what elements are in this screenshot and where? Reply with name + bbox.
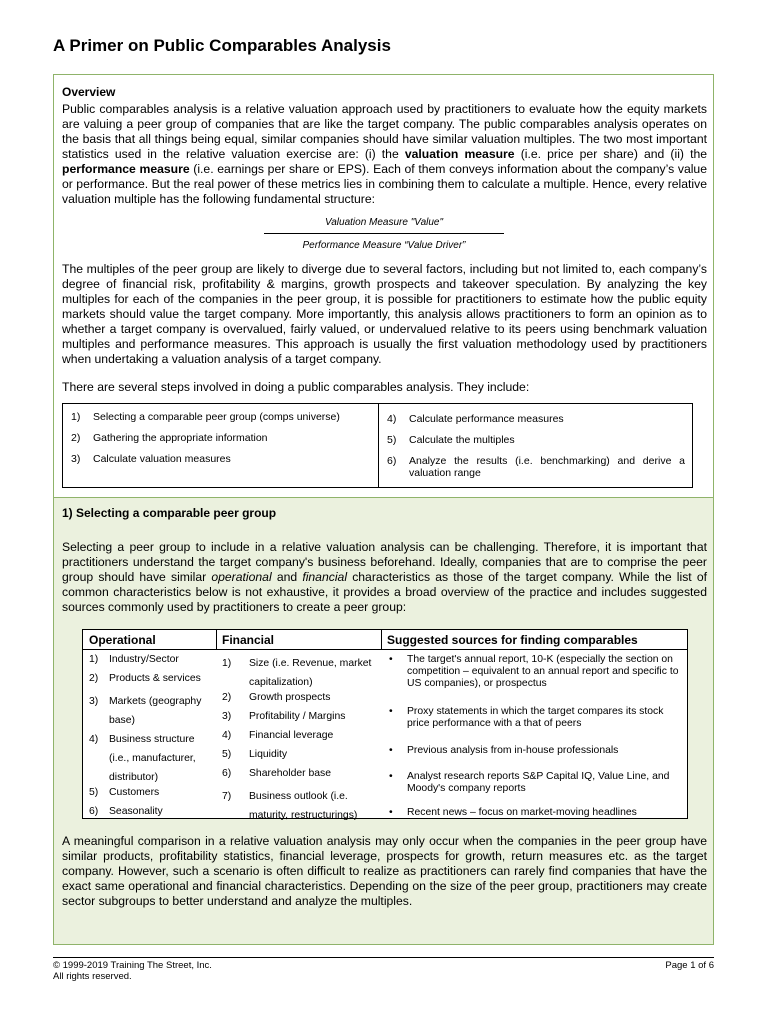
section1-paragraph-1 (62, 540, 707, 615)
step-item (387, 434, 687, 446)
performance-measure-term: performance measure (62, 162, 190, 176)
item-text: Previous analysis from in-house professionals (407, 745, 619, 756)
page-title: A Primer on Public Comparables Analysis (53, 36, 391, 55)
header-operational: Operational (83, 630, 216, 650)
overview-p1-part: (i.e. earnings per share or EPS). Each of them conveys information about the company’s value or performance. But the real power of these metrics lies in combining them to calculate a multiple. Hence, every relative valuation multiple has the following fundamental structure: (62, 162, 707, 206)
item-number: 4) (222, 730, 232, 741)
item-number: 7) (222, 791, 232, 802)
step-item (71, 453, 371, 465)
operational-item (89, 654, 213, 666)
financial-item (222, 692, 380, 704)
source-item (389, 654, 679, 690)
item-number: 3) (222, 711, 232, 722)
item-number: 6) (89, 806, 99, 817)
overview-paragraph-3: There are several steps involved in doing a public comparables analysis. They include: (62, 380, 530, 394)
step-item (71, 411, 371, 423)
step-number: 4) (387, 413, 397, 425)
overview-p1-part: (i.e. price per share) and (ii) the (514, 147, 708, 161)
item-number: 2) (89, 673, 99, 684)
comparables-table (82, 629, 688, 819)
item-number: 5) (222, 749, 232, 760)
header-financial: Financial (216, 630, 381, 650)
multiple-formula (264, 217, 504, 251)
item-text: Size (i.e. Revenue, market capitalization) (249, 658, 372, 688)
valuation-measure-term: valuation measure (404, 147, 515, 161)
step-number: 3) (71, 453, 81, 465)
step-text: Calculate the multiples (409, 434, 515, 446)
source-item (389, 771, 679, 795)
bullet: • (389, 706, 393, 717)
header-divider (216, 630, 217, 650)
item-text: Shareholder base (249, 768, 332, 779)
overview-paragraph-2: The multiples of the peer group are likely to diverge due to several factors, including but not limited to, each company’s degree of financial risk, profitability & margins, growth prospects and takeover speculation. By analyzing the key multiples for each of the companies in the peer group, it is possible for practitioners to estimate how the public equity markets should value the target company. More importantly, this analysis allows practitioners to form an opinion as to whether a target company is overvalued, fairly valued, or undervalued relative to its peers using benchmark valuation multiples and performance measures. This approach is usually the first valuation methodology used by practitioners when undertaking a valuation analysis of a target company. (62, 262, 707, 366)
step-text: Gathering the appropriate information (93, 432, 268, 444)
bullet: • (389, 771, 393, 782)
item-number: 2) (222, 692, 232, 703)
step-text: Calculate valuation measures (93, 453, 231, 465)
item-text: Products & services (109, 673, 201, 684)
financial-item (222, 787, 374, 825)
item-text: Industry/Sector (109, 654, 179, 665)
operational-item (89, 806, 213, 818)
footer-copyright (53, 960, 212, 982)
financial-item (222, 711, 380, 723)
operational-item (89, 787, 213, 799)
item-text: Markets (geography base) (109, 696, 202, 726)
financial-term: financial (302, 570, 348, 584)
item-text: Recent news – focus on market-moving headlines (407, 807, 637, 818)
section1-heading: 1) Selecting a comparable peer group (62, 506, 277, 520)
operational-term: operational (211, 570, 272, 584)
step-number: 6) (387, 455, 397, 467)
item-number: 4) (89, 734, 99, 745)
item-text: Customers (109, 787, 160, 798)
formula-denominator: Performance Measure “Value Driver” (302, 240, 466, 251)
overview-p1-part: Public comparables analysis is a relative valuation approach used by practitioners to evaluate how the equity markets are valuing a peer group of companies that are like the target company. The public comparables analysis operates on the basis that all things being equal, similar companies should have similar valuation multiples. The two most important statistics used in the relative valuation exercise are: (i) the (62, 102, 707, 161)
section1-p1-part: Selecting a peer group to include in a relative valuation analysis can be challenging. Therefore, it is important that practitioners understand the target company's business beforehand. Ideally, companies that are to comprise the peer group should have similar (62, 540, 707, 584)
source-item (389, 807, 679, 819)
section1-paragraph-2: A meaningful comparison in a relative valuation analysis may only occur when the companies in the peer group have similar products, profitability statistics, financial leverage, prospects for growth, return measures etc. as the target company. However, such a scenario is often difficult to realize as practitioners can rarely find companies that have the exact same operational and financial characteristics. Depending on the size of the peer group, practitioners may create sector subgroups to better understand and analyze the multiples. (62, 834, 707, 908)
section1-panel (53, 497, 714, 945)
operational-item (89, 692, 211, 730)
bullet: • (389, 745, 393, 756)
steps-left-column (63, 404, 379, 487)
step-item (387, 455, 685, 479)
item-number: 1) (222, 658, 232, 669)
step-item (71, 432, 371, 444)
financial-item (222, 749, 380, 761)
step-item (387, 413, 687, 425)
item-text: Profitability / Margins (249, 711, 346, 722)
item-text: Seasonality (109, 806, 163, 817)
footer-divider (53, 957, 714, 958)
step-text: Calculate performance measures (409, 413, 564, 425)
step-text: Selecting a comparable peer group (comps universe) (93, 411, 340, 423)
item-text: Growth prospects (249, 692, 331, 703)
step-number: 2) (71, 432, 81, 444)
operational-item (89, 730, 207, 787)
step-number: 1) (71, 411, 81, 423)
bullet: • (389, 807, 393, 818)
steps-right-column (379, 404, 692, 487)
item-text: Analyst research reports S&P Capital IQ, Value Line, and Moody's company reports (407, 771, 670, 794)
operational-item (89, 673, 213, 685)
header-divider (381, 630, 382, 650)
item-text: Business outlook (i.e. maturity, restructurings) (249, 791, 358, 821)
page-number: Page 1 of 6 (665, 960, 714, 971)
item-number: 6) (222, 768, 232, 779)
overview-paragraph-1 (62, 102, 707, 207)
copyright-text: © 1999-2019 Training The Street, Inc. (53, 960, 212, 971)
item-number: 3) (89, 696, 99, 707)
step-text: Analyze the results (i.e. benchmarking) and derive a valuation range (409, 455, 685, 479)
item-number: 5) (89, 787, 99, 798)
overview-heading: Overview (62, 85, 116, 99)
overview-panel (53, 74, 714, 498)
source-item (389, 706, 679, 730)
header-sources: Suggested sources for finding comparables (381, 630, 687, 650)
item-text: Proxy statements in which the target compares its stock price performance with a that of peers (407, 706, 664, 729)
section1-p1-part: characteristics as those of the target company. While the list of common characteristics below is not exhaustive, it provides a broad overview of the practice and includes suggested sources commonly used by practitioners to create a peer group: (62, 570, 708, 614)
steps-table (62, 403, 693, 488)
formula-numerator: Valuation Measure "Value" (264, 217, 504, 234)
financial-item (222, 730, 380, 742)
item-text: Liquidity (249, 749, 288, 760)
financial-item (222, 768, 380, 780)
item-text: The target's annual report, 10-K (especially the section on competition – equivalent to an annual report and specific to US companies), or prospectus (407, 654, 679, 689)
section1-p1-part: and (271, 570, 303, 584)
item-number: 1) (89, 654, 99, 665)
financial-item (222, 654, 380, 692)
step-number: 5) (387, 434, 397, 446)
bullet: • (389, 654, 393, 665)
item-text: Business structure (i.e., manufacturer, distributor) (109, 734, 196, 783)
source-item (389, 745, 679, 757)
item-text: Financial leverage (249, 730, 334, 741)
rights-text: All rights reserved. (53, 971, 132, 982)
